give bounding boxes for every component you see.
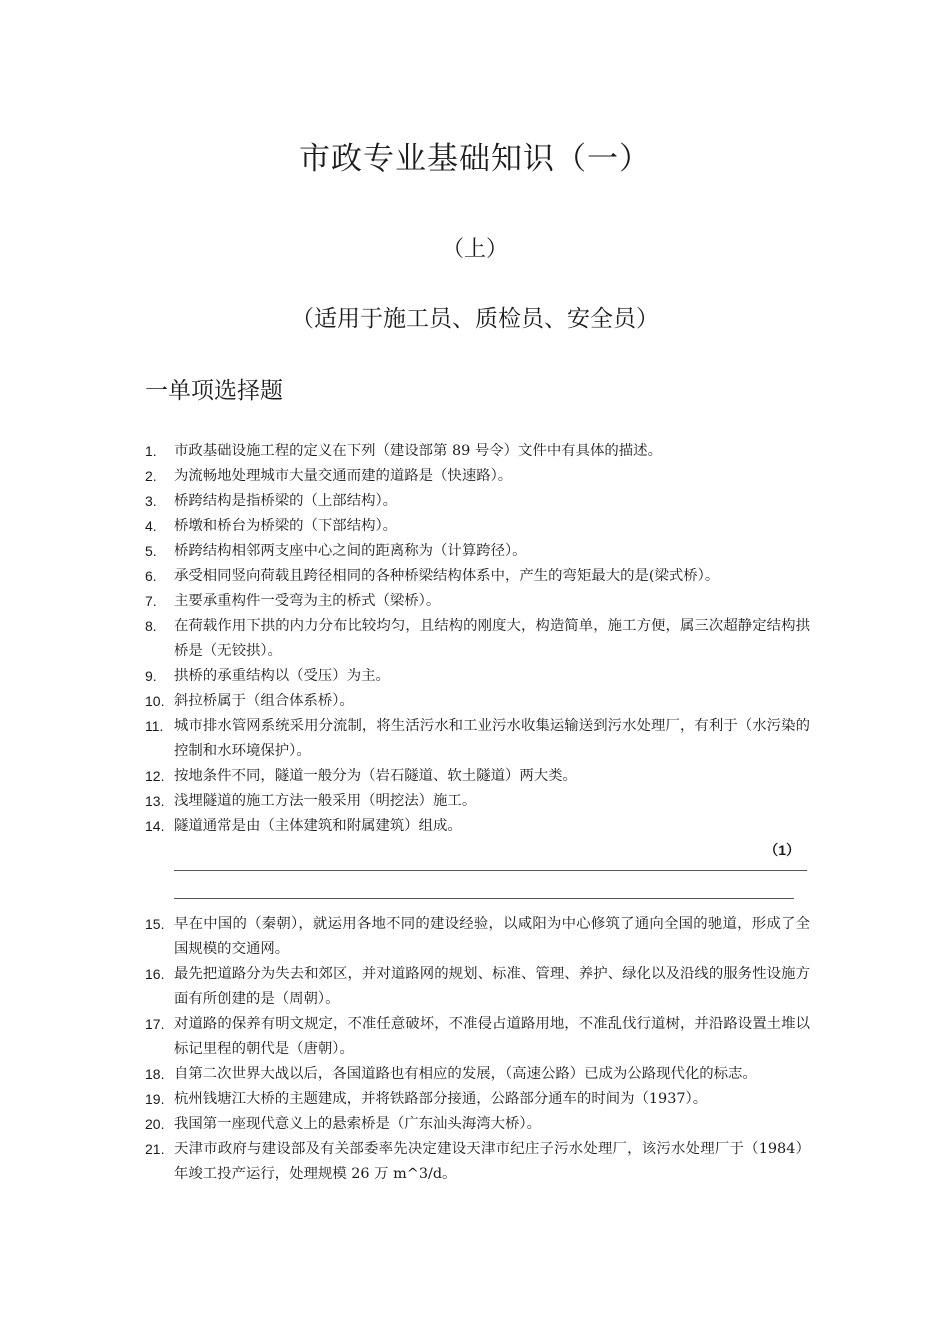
list-item (145, 1137, 810, 1187)
item-text: 按地条件不同，隧道一般分为（岩石隧道、软土隧道）两大类。 (174, 768, 577, 784)
list-item (145, 514, 810, 539)
section-heading: 一单项选择题 (145, 378, 283, 404)
item-text: 我国第一座现代意义上的悬索桥是（广东汕头海湾大桥）。 (174, 1116, 541, 1132)
list-item (145, 664, 810, 689)
item-number: 21. (145, 1141, 165, 1157)
list-item (145, 539, 810, 564)
list-item (145, 1012, 810, 1062)
item-number: 16. (145, 966, 165, 982)
list-item (145, 912, 810, 962)
list-item (145, 564, 810, 589)
item-number: 9. (145, 668, 157, 684)
list-item (145, 962, 810, 1012)
list-item (145, 1112, 810, 1137)
list-item (145, 814, 810, 839)
item-text: 桥跨结构是指桥梁的（上部结构）。 (174, 493, 398, 509)
item-number: 18. (145, 1066, 165, 1082)
list-item (145, 614, 810, 664)
item-number: 20. (145, 1116, 165, 1132)
question-list-part1 (145, 439, 810, 839)
item-text: 斜拉桥属于（组合体系桥）。 (174, 693, 354, 709)
item-number: 14. (145, 818, 165, 834)
document-title: 市政专业基础知识（一） (299, 141, 651, 177)
item-number: 15. (145, 916, 165, 932)
item-number: 4. (145, 518, 157, 534)
list-item (145, 439, 810, 464)
divider-line (174, 870, 807, 871)
divider-line (174, 898, 794, 899)
item-text: 杭州钱塘江大桥的主题建成，并将铁路部分接通，公路部分通车的时间为（1937）。 (174, 1091, 708, 1107)
item-number: 5. (145, 543, 157, 559)
audience-note: （适用于施工员、质检员、安全员） (291, 306, 659, 332)
item-text: 桥墩和桥台为桥梁的（下部结构）。 (174, 518, 398, 534)
list-item (145, 464, 810, 489)
item-text: 城市排水管网系统采用分流制，将生活污水和工业污水收集运输送到污水处理厂，有利于（水污染的控制和水环境保护）。 (174, 718, 810, 759)
item-number: 2. (145, 468, 157, 484)
item-number: 10. (145, 693, 165, 709)
item-text: 市政基础设施工程的定义在下列（建设部第 89 号令）文件中有具体的描述。 (174, 443, 662, 459)
item-text: 早在中国的（秦朝），就运用各地不同的建设经验，以咸阳为中心修筑了通向全国的驰道，形成了全国规模的交通网。 (174, 916, 810, 957)
list-item (145, 1062, 810, 1087)
item-text: 承受相同竖向荷载且跨径相同的各种桥梁结构体系中，产生的弯矩最大的是(梁式桥）。 (174, 568, 720, 584)
page-marker: （1） (764, 842, 800, 858)
item-number: 6. (145, 568, 157, 584)
item-text: 为流畅地处理城市大量交通而建的道路是（快速路）。 (174, 468, 513, 484)
document-subtitle: （上） (441, 237, 508, 262)
item-number: 13. (145, 793, 165, 809)
item-text: 对道路的保养有明文规定，不准任意破坏，不准侵占道路用地，不准乱伐行道树，并沿路设置土堆以标记里程的朝代是（唐朝）。 (174, 1016, 810, 1057)
list-item (145, 789, 810, 814)
list-item (145, 764, 810, 789)
item-number: 17. (145, 1016, 165, 1032)
item-text: 拱桥的承重结构以（受压）为主。 (174, 668, 390, 684)
list-item (145, 589, 810, 614)
item-number: 8. (145, 618, 157, 634)
item-number: 7. (145, 593, 157, 609)
item-number: 11. (145, 718, 164, 734)
item-text: 浅埋隧道的施工方法一般采用（明挖法）施工。 (174, 793, 477, 809)
item-number: 19. (145, 1091, 165, 1107)
item-text: 最先把道路分为失去和郊区，并对道路网的规划、标准、管理、养护、绿化以及沿线的服务性设施方面有所创建的是（周朝）。 (174, 966, 810, 1007)
item-number: 1. (145, 443, 157, 459)
item-text: 在荷载作用下拱的内力分布比较均匀，且结构的刚度大，构造简单，施工方便，属三次超静定结构拱桥是（无铰拱）。 (174, 618, 810, 659)
item-text: 桥跨结构相邻两支座中心之间的距离称为（计算跨径）。 (174, 543, 527, 559)
item-number: 12. (145, 768, 165, 784)
item-text: 隧道通常是由（主体建筑和附属建筑）组成。 (174, 818, 462, 834)
item-text: 主要承重构件一受弯为主的桥式（梁桥）。 (174, 593, 441, 609)
question-list-part2 (145, 912, 810, 1187)
list-item (145, 1087, 810, 1112)
item-text: 自第二次世界大战以后，各国道路也有相应的发展，（高速公路）已成为公路现代化的标志。 (174, 1066, 757, 1082)
list-item (145, 489, 810, 514)
item-text: 天津市政府与建设部及有关部委率先决定建设天津市纪庄子污水处理厂，该污水处理厂于（1984）年竣工投产运行，处理规模 26 万 m^3/d。 (174, 1141, 810, 1182)
item-number: 3. (145, 493, 157, 509)
list-item (145, 689, 810, 714)
list-item (145, 714, 810, 764)
